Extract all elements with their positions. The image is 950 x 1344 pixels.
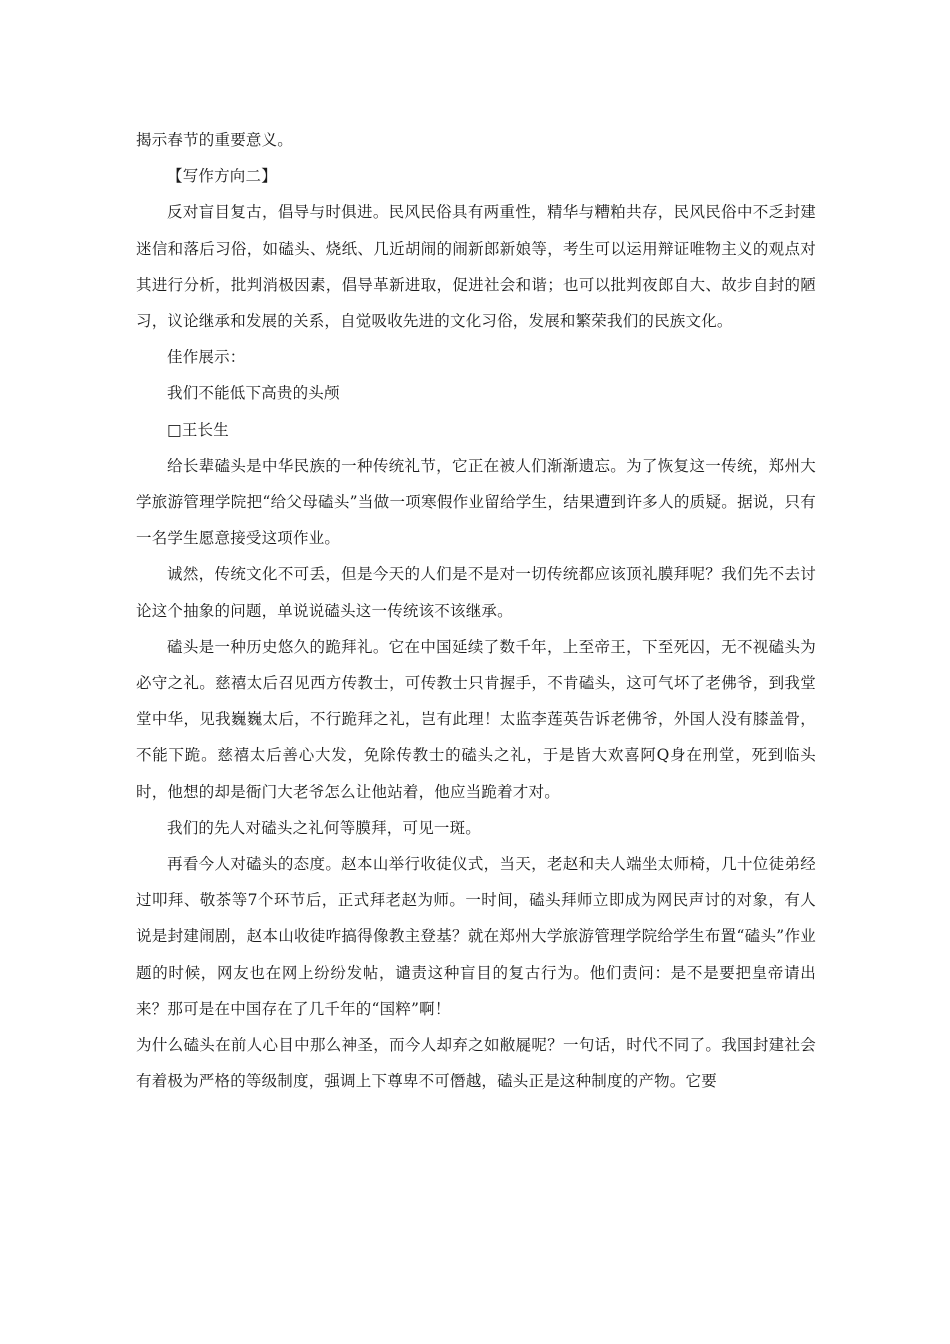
essay-author: □王长生 — [167, 420, 229, 439]
document-page — [136, 122, 816, 1099]
paragraph-7: 给长辈磕头是中华民族的一种传统礼节，它正在被人们渐渐遗忘。为了恢复这一传统，郑州大学旅游管理学院把“给父母磕头”当做一项寒假作业留给学生，结果遭到许多人的质疑。据说，只有一名学生愿意接受这项作业。 — [136, 456, 816, 548]
paragraph-10: 我们的先人对磕头之礼何等膜拜，可见一斑。 — [167, 818, 482, 837]
paragraph-8: 诚然，传统文化不可丢，但是今天的人们是不是对一切传统都应该顶礼膜拜呢？我们先不去讨论这个抽象的问题，单说说磕头这一传统该不该继承。 — [136, 565, 816, 620]
paragraph-11: 再看今人对磕头的态度。赵本山举行收徒仪式，当天，老赵和夫人端坐太师椅，几十位徒弟经过叩拜、敬茶等7个环节后，正式拜老赵为师。一时间，磕头拜师立即成为网民声讨的对象，有人说是封建闹剧，赵本山收徒咋搞得像教主登基？就在郑州大学旅游管理学院给学生布置“磕头”作业题的时候，网友也在网上纷纷发帖，谴责这种盲目的复古行为。他们责问：是不是要把皇帝请出来？那可是在中国存在了几千年的“国粹”啊！ — [136, 855, 816, 1018]
paragraph-3: 反对盲目复古，倡导与时俱进。民风民俗具有两重性，精华与糟粕共存，民风民俗中不乏封建迷信和落后习俗，如磕头、烧纸、几近胡闹的闹新郎新娘等，考生可以运用辩证唯物主义的观点对其进行分析，批判消极因素，倡导革新进取，促进社会和谐；也可以批判夜郎自大、故步自封的陋习，议论继承和发展的关系，自觉吸收先进的文化习俗，发展和繁荣我们的民族文化。 — [136, 203, 816, 331]
paragraph-12: 为什么磕头在前人心目中那么神圣，而今人却弃之如敝屣呢？一句话，时代不同了。我国封建社会有着极为严格的等级制度，强调上下尊卑不可僭越，磕头正是这种制度的产物。它要 — [136, 1036, 816, 1091]
paragraph-1: 揭示春节的重要意义。 — [136, 131, 294, 149]
essay-title: 我们不能低下高贵的头颅 — [167, 384, 340, 403]
paragraph-9: 磕头是一种历史悠久的跪拜礼。它在中国延续了数千年，上至帝王，下至死囚，无不视磕头为必守之礼。慈禧太后召见西方传教士，可传教士只肯握手，不肯磕头，这可气坏了老佛爷，到我堂堂中华，见我巍巍太后，不行跪拜之礼，岂有此理！太监李莲英告诉老佛爷，外国人没有膝盖骨，不能下跪。慈禧太后善心大发，免除传教士的磕头之礼，于是皆大欢喜阿Q身在刑堂，死到临头时，他想的却是衙门大老爷怎么让他站着，他应当跪着才对。 — [136, 637, 816, 801]
showcase-label: 佳作展示： — [167, 348, 246, 367]
section-heading: 【写作方向二】 — [167, 167, 277, 186]
